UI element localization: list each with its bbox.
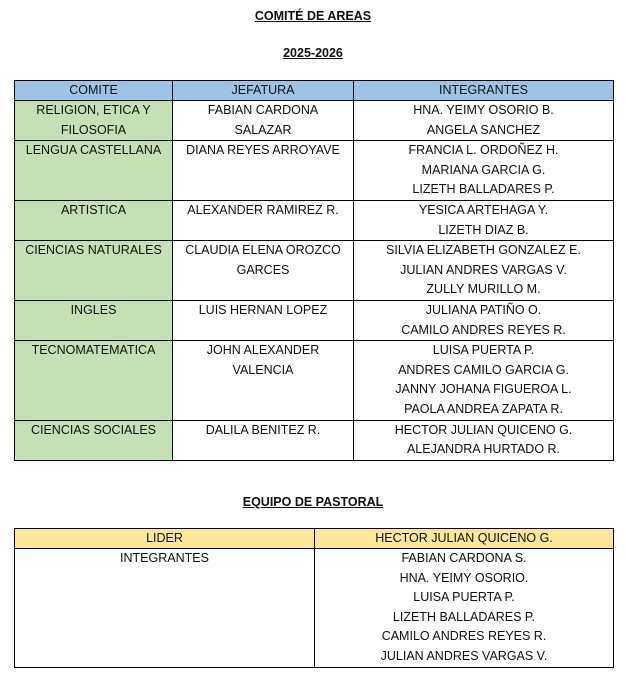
integrantes-row — [15, 549, 614, 668]
integrantes-label: INTEGRANTES — [15, 549, 315, 668]
cell-line: JULIANA PATIÑO O. — [425, 302, 542, 317]
cell-line: JULIAN ANDRES VARGAS V. — [400, 262, 567, 277]
cell-line: HNA. YEIMY OSORIO B. — [413, 103, 554, 117]
cell-line: HECTOR JULIAN QUICENO G. — [394, 422, 573, 437]
cell-line: ARTISTICA — [60, 202, 127, 217]
cell-line: ANGELA SANCHEZ — [426, 122, 541, 137]
cell-line: DIANA REYES ARROYAVE — [186, 143, 340, 158]
table-row — [15, 141, 614, 201]
comite-cell — [15, 420, 173, 460]
cell-line: RELIGION, ETICA Y — [36, 103, 151, 117]
cell-line: FRANCIA L. ORDOÑEZ H. — [408, 143, 559, 158]
integrantes-cell — [354, 200, 614, 240]
cell-line: LUISA PUERTA P. — [413, 590, 515, 605]
lider-label: LIDER — [15, 529, 315, 549]
cell-line: ANDRES CAMILO GARCIA G. — [398, 362, 569, 377]
comite-cell — [15, 141, 173, 201]
cell-line: YESICA ARTEHAGA Y. — [418, 202, 549, 217]
comite-cell — [15, 241, 173, 301]
comite-cell — [15, 341, 173, 420]
pastoral-title: EQUIPO DE PASTORAL — [242, 495, 384, 509]
cell-line: CAMILO ANDRES REYES R. — [381, 629, 547, 644]
comite-cell — [15, 200, 173, 240]
cell-line: JULIAN ANDRES VARGAS V. — [380, 648, 548, 663]
table-header-row — [15, 81, 614, 101]
cell-line: FILOSOFIA — [60, 122, 127, 137]
cell-line: ALEJANDRA HURTADO R. — [406, 442, 561, 457]
pastoral-integrantes-cell — [315, 549, 614, 668]
year-title: 2025-2026 — [283, 46, 343, 60]
header-integrantes: INTEGRANTES — [354, 81, 614, 101]
cell-line: SILVIA ELIZABETH GONZALEZ E. — [386, 243, 581, 258]
integrantes-cell — [354, 420, 614, 460]
page-title: COMITÉ DE AREAS — [254, 9, 372, 23]
cell-line: JANNY JOHANA FIGUEROA L. — [395, 382, 572, 397]
integrantes-cell — [354, 141, 614, 201]
lider-name: HECTOR JULIAN QUICENO G. — [315, 529, 614, 549]
cell-line: LUIS HERNAN LOPEZ — [198, 302, 328, 317]
jefatura-cell — [173, 241, 354, 301]
integrantes-cell — [354, 101, 614, 141]
cell-line: CLAUDIA ELENA OROZCO — [185, 243, 341, 258]
lider-row — [15, 529, 614, 549]
table-row — [15, 101, 614, 141]
table-row — [15, 300, 614, 340]
cell-line: ZULLY MURILLO M. — [426, 282, 541, 297]
comites-table — [14, 80, 614, 461]
jefatura-cell — [173, 341, 354, 420]
cell-line: ALEXANDER RAMIREZ R. — [187, 202, 339, 217]
cell-line: TECNOMATEMATICA — [31, 343, 156, 358]
comite-cell — [15, 101, 173, 141]
cell-line: PAOLA ANDREA ZAPATA R. — [404, 401, 563, 416]
table-row — [15, 200, 614, 240]
cell-line: DALILA BENITEZ R. — [205, 422, 321, 437]
table-row — [15, 420, 614, 460]
jefatura-cell — [173, 101, 354, 141]
cell-line: SALAZAR — [234, 122, 292, 137]
jefatura-cell — [173, 141, 354, 201]
pastoral-table — [14, 528, 614, 668]
cell-line: CIENCIAS NATURALES — [25, 243, 162, 258]
cell-line: LUISA PUERTA P. — [432, 343, 535, 358]
table-row — [15, 241, 614, 301]
header-jefatura: JEFATURA — [173, 81, 354, 101]
cell-line: VALENCIA — [232, 362, 294, 377]
cell-line: CAMILO ANDRES REYES R. — [401, 322, 566, 337]
integrantes-cell — [354, 341, 614, 420]
cell-line: FABIAN CARDONA — [207, 103, 319, 117]
cell-line: HNA. YEIMY OSORIO. — [399, 570, 529, 585]
jefatura-cell — [173, 420, 354, 460]
integrantes-cell — [354, 300, 614, 340]
integrantes-cell — [354, 241, 614, 301]
cell-line: LIZETH BALLADARES P. — [412, 182, 555, 197]
cell-line: MARIANA GARCIA G. — [421, 162, 546, 177]
cell-line: CIENCIAS SOCIALES — [30, 422, 157, 437]
table-row — [15, 341, 614, 420]
cell-line: LENGUA CASTELLANA — [25, 143, 162, 158]
comite-cell — [15, 300, 173, 340]
jefatura-cell — [173, 300, 354, 340]
header-comite: COMITE — [15, 81, 173, 101]
cell-line: GARCES — [236, 262, 290, 277]
jefatura-cell — [173, 200, 354, 240]
cell-line: FABIAN CARDONA S. — [401, 551, 527, 565]
cell-line: JOHN ALEXANDER — [206, 343, 320, 358]
cell-line: LIZETH DIAZ B. — [438, 222, 529, 237]
cell-line: INGLES — [70, 302, 117, 317]
cell-line: LIZETH BALLADARES P. — [392, 609, 536, 624]
